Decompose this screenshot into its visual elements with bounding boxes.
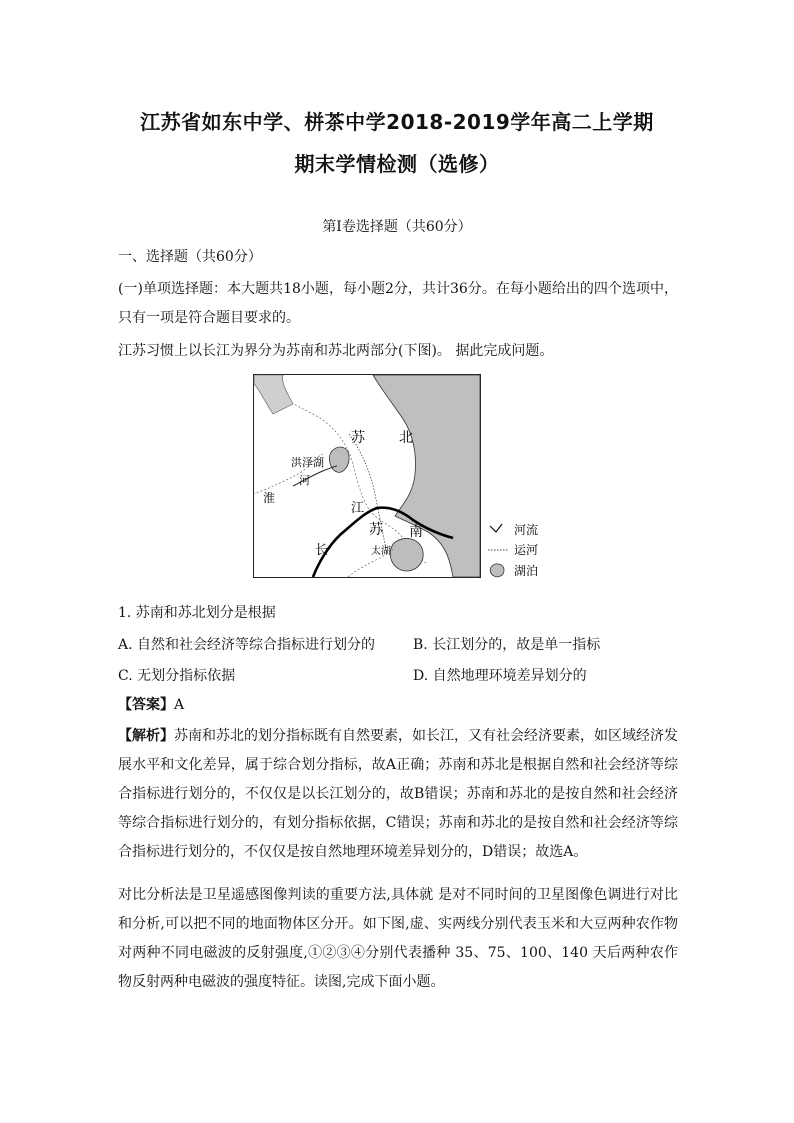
part-heading: 一、选择题（共60分） — [118, 249, 262, 265]
question1-analysis — [118, 722, 678, 867]
question1-answer — [118, 695, 684, 715]
next-question-intro: 对比分析法是卫星遥感图像判读的重要方法,具体就 是对不同时间的卫星图像色调进行对比和分析,可以把不同的地面物体区分开。如下图,虚、实两线分别代表玉米和大豆两种农作物对两种不同电磁波的反射强度,①②③④分别代表播种 35、75、100、140 天后两种农作物反射两种电磁波的强度特征。读图,完成下面小题。 — [118, 887, 678, 990]
question1-option-a[interactable]: A. 自然和社会经济等综合指标进行划分的 — [118, 637, 376, 653]
map-label-hongze: 洪泽湖 — [291, 456, 324, 469]
map-label-su-south-1: 苏 — [369, 522, 383, 538]
map-label-su-north-1: 苏 — [351, 430, 365, 446]
analysis-label: 【解析】 — [118, 728, 174, 744]
map-legend — [488, 520, 578, 582]
map-label-huai: 淮 — [263, 491, 276, 505]
document-title-line1: 江苏省如东中学、栟茶中学2018-2019学年高二上学期 — [140, 110, 654, 134]
map-label-taihu: 太湖 — [371, 546, 391, 557]
question1-option-d[interactable]: D. 自然地理环境差异划分的 — [413, 668, 587, 684]
map-label-su-north-2: 北 — [399, 430, 413, 446]
legend-river-label: 河流 — [514, 523, 539, 537]
map-label-he: 河 — [299, 474, 310, 487]
question1-option-b[interactable]: B. 长江划分的，故是单一指标 — [413, 637, 601, 653]
question1-option-c[interactable]: C. 无划分指标依据 — [118, 668, 236, 684]
answer-label: 【答案】 — [118, 697, 174, 713]
question1-stem: 1. 苏南和苏北划分是根据 — [118, 605, 276, 621]
answer-value: A — [174, 697, 185, 713]
jiangsu-map — [253, 374, 481, 578]
analysis-text: 苏南和苏北的划分指标既有自然要素，如长江，又有社会经济要素，如区域经济发展水平和文化差异，属于综合划分指标，故A正确；苏南和苏北是根据自然和社会经济等综合指标进行划分的，不仅仅是以长江划分的，故B错误；苏南和苏北的是按自然和社会经济等综合指标进行划分的，有划分指标依据，C错误；苏南和苏北的是按自然和社会经济等综合指标进行划分的，不仅仅是按自然地理环境差异划分的，D错误；故选A。 — [118, 728, 678, 860]
document-title-line2: 期末学情检测（选修） — [294, 152, 500, 176]
lake-icon — [490, 564, 504, 577]
legend-lake-label: 湖泊 — [514, 564, 539, 578]
instructions: (一)单项选择题：本大题共18小题，每小题2分，共计36分。在每小题给出的四个选项中，只有一项是符合题目要求的。 — [118, 281, 678, 326]
map-label-chang: 长 — [315, 543, 329, 558]
map-label-su-south-2: 南 — [409, 524, 423, 540]
question-intro: 江苏习惯上以长江为界分为苏南和苏北两部分(下图)。 据此完成问题。 — [118, 343, 554, 359]
legend-canal-label: 运河 — [514, 543, 539, 557]
section-title: 第Ⅰ卷选择题（共60分） — [322, 219, 472, 235]
map-label-jiang: 江 — [351, 501, 365, 516]
river-icon — [490, 524, 502, 532]
